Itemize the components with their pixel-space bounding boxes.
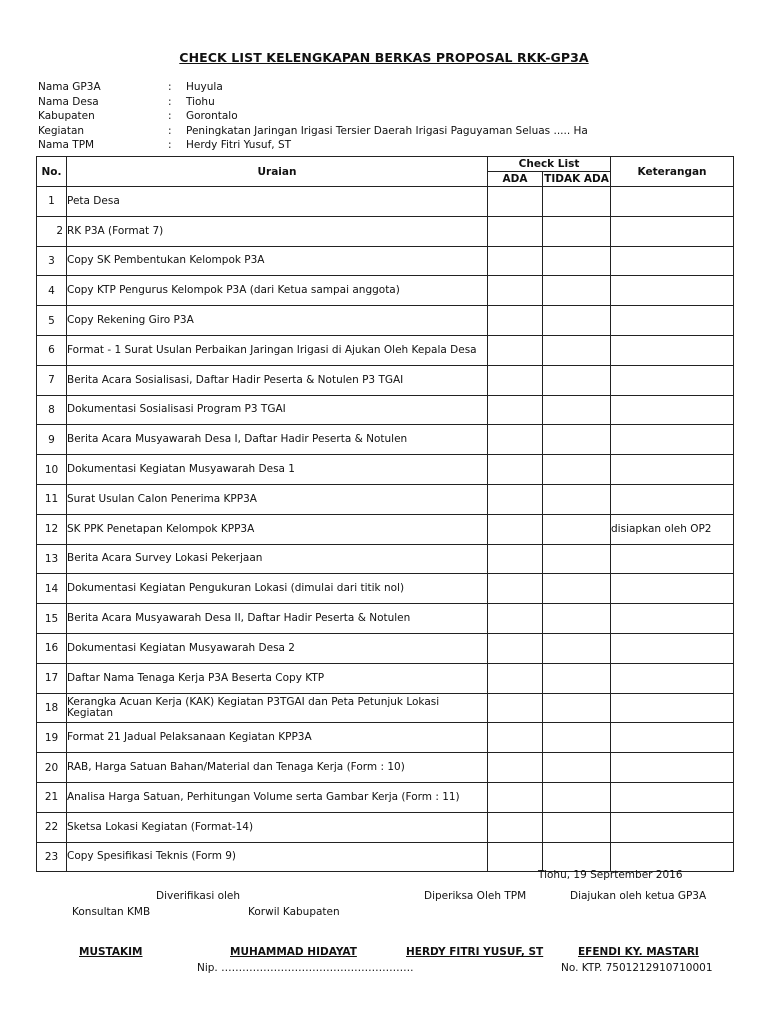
table-row xyxy=(37,455,734,485)
row-description: Surat Usulan Calon Penerima KPP3A xyxy=(67,484,488,514)
row-number: 17 xyxy=(37,663,67,693)
ada-checkbox-cell xyxy=(488,753,543,783)
header-keterangan: Keterangan xyxy=(611,157,734,187)
row-description: Copy Rekening Giro P3A xyxy=(67,306,488,336)
row-keterangan xyxy=(611,216,734,246)
row-keterangan xyxy=(611,395,734,425)
info-value: Huyula xyxy=(186,81,223,93)
table-row xyxy=(37,693,734,723)
row-description: Dokumentasi Kegiatan Pengukuran Lokasi (dimulai dari titik nol) xyxy=(67,574,488,604)
row-number: 1 xyxy=(37,187,67,217)
tidak-ada-checkbox-cell xyxy=(543,365,611,395)
row-number: 18 xyxy=(37,693,67,723)
row-description: Analisa Harga Satuan, Perhitungan Volume serta Gambar Kerja (Form : 11) xyxy=(67,782,488,812)
row-description: Copy SK Pembentukan Kelompok P3A xyxy=(67,246,488,276)
row-description: Sketsa Lokasi Kegiatan (Format-14) xyxy=(67,812,488,842)
table-row xyxy=(37,365,734,395)
row-keterangan xyxy=(611,306,734,336)
row-description: Berita Acara Musyawarah Desa II, Daftar Hadir Peserta & Notulen xyxy=(67,604,488,634)
ada-checkbox-cell xyxy=(488,425,543,455)
row-keterangan xyxy=(611,753,734,783)
ada-checkbox-cell xyxy=(488,335,543,365)
konsultan-label: Konsultan KMB xyxy=(72,906,151,918)
table-row xyxy=(37,216,734,246)
row-description: Berita Acara Musyawarah Desa I, Daftar Hadir Peserta & Notulen xyxy=(67,425,488,455)
header-ada: ADA xyxy=(488,172,543,187)
row-number: 8 xyxy=(37,395,67,425)
tidak-ada-checkbox-cell xyxy=(543,246,611,276)
ada-checkbox-cell xyxy=(488,842,543,872)
row-keterangan xyxy=(611,693,734,723)
table-row xyxy=(37,723,734,753)
row-description: RK P3A (Format 7) xyxy=(67,216,488,246)
signatory-efendi: EFENDI KY. MASTARI xyxy=(578,946,699,958)
info-label: Nama TPM xyxy=(38,139,95,151)
checklist-table xyxy=(36,156,734,872)
row-number: 23 xyxy=(37,842,67,872)
row-description: Copy KTP Pengurus Kelompok P3A (dari Ketua sampai anggota) xyxy=(67,276,488,306)
row-number: 5 xyxy=(37,306,67,336)
table-row xyxy=(37,276,734,306)
ada-checkbox-cell xyxy=(488,395,543,425)
info-colon: : xyxy=(168,110,172,122)
table-row xyxy=(37,604,734,634)
table-row xyxy=(37,306,734,336)
tidak-ada-checkbox-cell xyxy=(543,723,611,753)
tidak-ada-checkbox-cell xyxy=(543,514,611,544)
row-keterangan xyxy=(611,604,734,634)
row-keterangan xyxy=(611,187,734,217)
tidak-ada-checkbox-cell xyxy=(543,604,611,634)
info-colon: : xyxy=(168,95,172,108)
table-row xyxy=(37,514,734,544)
info-value: Peningkatan Jaringan Irigasi Tersier Daerah Irigasi Paguyaman Seluas ..... Ha xyxy=(186,124,588,137)
table-row xyxy=(37,187,734,217)
table-row xyxy=(37,753,734,783)
ada-checkbox-cell xyxy=(488,514,543,544)
ada-checkbox-cell xyxy=(488,455,543,485)
signatory-herdy: HERDY FITRI YUSUF, ST xyxy=(406,946,544,958)
ada-checkbox-cell xyxy=(488,782,543,812)
row-description: Format 21 Jadual Pelaksanaan Kegiatan KPP3A xyxy=(67,723,488,753)
row-keterangan xyxy=(611,484,734,514)
row-number: 9 xyxy=(37,425,67,455)
row-keterangan xyxy=(611,663,734,693)
row-number: 21 xyxy=(37,782,67,812)
row-description: Dokumentasi Kegiatan Musyawarah Desa 1 xyxy=(67,455,488,485)
row-number: 22 xyxy=(37,812,67,842)
row-keterangan xyxy=(611,335,734,365)
ada-checkbox-cell xyxy=(488,604,543,634)
info-label: Nama Desa xyxy=(38,95,99,108)
tidak-ada-checkbox-cell xyxy=(543,812,611,842)
info-label: Kegiatan xyxy=(38,124,85,137)
verified-by-label: Diverifikasi oleh xyxy=(156,890,241,902)
row-number: 11 xyxy=(37,484,67,514)
row-number: 2 xyxy=(37,216,67,246)
table-row xyxy=(37,633,734,663)
ada-checkbox-cell xyxy=(488,693,543,723)
row-number: 15 xyxy=(37,604,67,634)
header-tidak-ada: TIDAK ADA xyxy=(544,172,609,185)
row-keterangan xyxy=(611,782,734,812)
tidak-ada-checkbox-cell xyxy=(543,335,611,365)
row-keterangan: disiapkan oleh OP2 xyxy=(611,514,734,544)
row-description: Berita Acara Sosialisasi, Daftar Hadir Peserta & Notulen P3 TGAI xyxy=(67,365,488,395)
info-block xyxy=(38,80,588,153)
row-description: Berita Acara Survey Lokasi Pekerjaan xyxy=(67,544,488,574)
header-uraian: Uraian xyxy=(67,157,488,187)
signatory-mustakim: MUSTAKIM xyxy=(79,946,143,958)
document-title: CHECK LIST KELENGKAPAN BERKAS PROPOSAL RKK-GP3A xyxy=(179,50,589,65)
table-row xyxy=(37,574,734,604)
header-checklist: Check List xyxy=(488,157,611,172)
table-row xyxy=(37,484,734,514)
table-row xyxy=(37,246,734,276)
info-row-kegiatan xyxy=(38,124,588,139)
submitted-by-label: Diajukan oleh ketua GP3A xyxy=(570,890,707,902)
row-description: SK PPK Penetapan Kelompok KPP3A xyxy=(67,514,488,544)
row-number: 13 xyxy=(37,544,67,574)
row-number: 16 xyxy=(37,633,67,663)
ada-checkbox-cell xyxy=(488,633,543,663)
info-row-nama-tpm xyxy=(38,138,588,153)
tidak-ada-checkbox-cell xyxy=(543,216,611,246)
row-description: Format - 1 Surat Usulan Perbaikan Jaringan Irigasi di Ajukan Oleh Kepala Desa xyxy=(67,335,488,365)
ada-checkbox-cell xyxy=(488,246,543,276)
row-number: 14 xyxy=(37,574,67,604)
ada-checkbox-cell xyxy=(488,663,543,693)
ada-checkbox-cell xyxy=(488,306,543,336)
tidak-ada-checkbox-cell xyxy=(543,693,611,723)
info-row-kabupaten xyxy=(38,109,588,124)
table-row xyxy=(37,335,734,365)
row-number: 3 xyxy=(37,246,67,276)
tidak-ada-checkbox-cell xyxy=(543,484,611,514)
row-description: Copy Spesifikasi Teknis (Form 9) xyxy=(67,842,488,872)
info-label: Kabupaten xyxy=(38,110,95,122)
tidak-ada-checkbox-cell xyxy=(543,544,611,574)
tidak-ada-checkbox-cell xyxy=(543,306,611,336)
row-keterangan xyxy=(611,723,734,753)
row-keterangan xyxy=(611,246,734,276)
ada-checkbox-cell xyxy=(488,544,543,574)
tidak-ada-checkbox-cell xyxy=(543,276,611,306)
row-number: 10 xyxy=(37,455,67,485)
row-keterangan xyxy=(611,812,734,842)
info-colon: : xyxy=(168,81,172,93)
ada-checkbox-cell xyxy=(488,216,543,246)
table-row xyxy=(37,782,734,812)
info-label: Nama GP3A xyxy=(38,81,101,93)
row-description: Dokumentasi Sosialisasi Program P3 TGAI xyxy=(67,395,488,425)
ada-checkbox-cell xyxy=(488,574,543,604)
row-number: 19 xyxy=(37,723,67,753)
row-number: 20 xyxy=(37,753,67,783)
ktp-number: No. KTP. 7501212910710001 xyxy=(561,962,713,974)
nip-field: Nip. ………………………………………………. xyxy=(197,962,414,974)
tidak-ada-checkbox-cell xyxy=(543,187,611,217)
info-value: Herdy Fitri Yusuf, ST xyxy=(186,139,292,151)
row-keterangan xyxy=(611,455,734,485)
row-number: 6 xyxy=(37,335,67,365)
info-colon: : xyxy=(168,139,172,151)
tidak-ada-checkbox-cell xyxy=(543,574,611,604)
row-keterangan xyxy=(611,544,734,574)
ada-checkbox-cell xyxy=(488,812,543,842)
row-keterangan xyxy=(611,574,734,604)
row-description: Daftar Nama Tenaga Kerja P3A Beserta Copy KTP xyxy=(67,663,488,693)
table-row xyxy=(37,425,734,455)
korwil-label: Korwil Kabupaten xyxy=(248,906,340,918)
row-keterangan xyxy=(611,842,734,872)
tidak-ada-checkbox-cell xyxy=(543,395,611,425)
info-row-nama-gp3a xyxy=(38,80,588,95)
table-row xyxy=(37,395,734,425)
row-description: Kerangka Acuan Kerja (KAK) Kegiatan P3TGAI dan Peta Petunjuk Lokasi Kegiatan xyxy=(67,693,488,723)
info-value: Gorontalo xyxy=(186,110,238,122)
table-row xyxy=(37,842,734,872)
ada-checkbox-cell xyxy=(488,484,543,514)
tidak-ada-checkbox-cell xyxy=(543,633,611,663)
info-value: Tiohu xyxy=(186,95,215,108)
header-no: No. xyxy=(37,157,67,187)
row-description: RAB, Harga Satuan Bahan/Material dan Tenaga Kerja (Form : 10) xyxy=(67,753,488,783)
document-date: Tiohu, 19 Seprtember 2016 xyxy=(538,869,683,881)
info-row-nama-desa xyxy=(38,95,588,110)
table-row xyxy=(37,544,734,574)
row-description: Dokumentasi Kegiatan Musyawarah Desa 2 xyxy=(67,633,488,663)
ada-checkbox-cell xyxy=(488,276,543,306)
tidak-ada-checkbox-cell xyxy=(543,425,611,455)
row-number: 12 xyxy=(37,514,67,544)
row-keterangan xyxy=(611,276,734,306)
ada-checkbox-cell xyxy=(488,723,543,753)
info-colon: : xyxy=(168,124,172,137)
tidak-ada-checkbox-cell xyxy=(543,663,611,693)
ada-checkbox-cell xyxy=(488,187,543,217)
tidak-ada-checkbox-cell xyxy=(543,782,611,812)
tidak-ada-checkbox-cell xyxy=(543,455,611,485)
row-number: 7 xyxy=(37,365,67,395)
row-description: Peta Desa xyxy=(67,187,488,217)
table-row xyxy=(37,812,734,842)
tidak-ada-checkbox-cell xyxy=(543,842,611,872)
row-keterangan xyxy=(611,633,734,663)
tidak-ada-checkbox-cell xyxy=(543,753,611,783)
row-number: 4 xyxy=(37,276,67,306)
table-row xyxy=(37,663,734,693)
row-keterangan xyxy=(611,425,734,455)
ada-checkbox-cell xyxy=(488,365,543,395)
checked-by-label: Diperiksa Oleh TPM xyxy=(424,890,527,902)
row-keterangan xyxy=(611,365,734,395)
signatory-muhammad-hidayat: MUHAMMAD HIDAYAT xyxy=(230,946,357,958)
